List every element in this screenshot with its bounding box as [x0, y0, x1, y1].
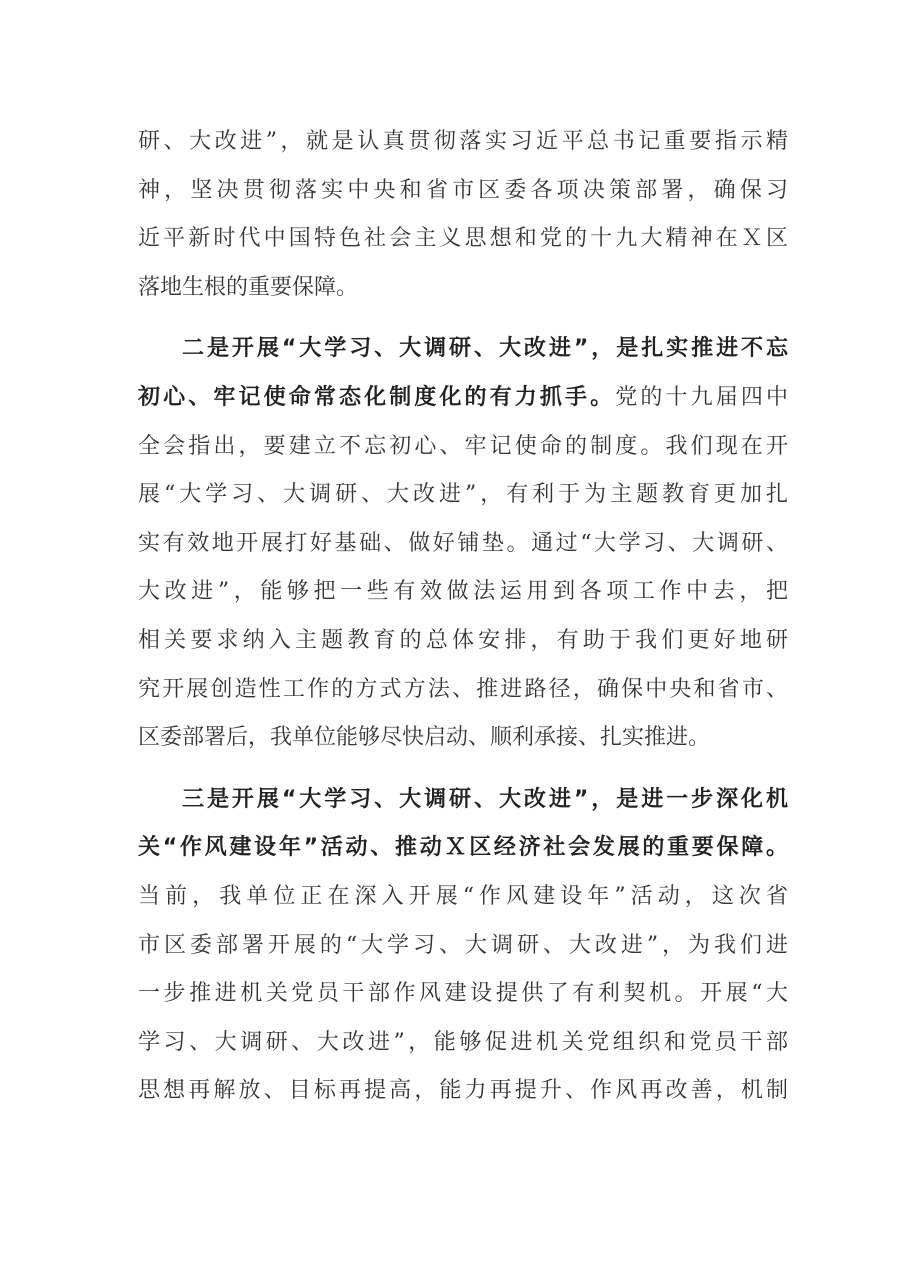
- text-line: [138, 374, 788, 423]
- paragraph-heading-end: 初心、牢记使命常态化制度化的有力抓手。: [138, 384, 616, 410]
- paragraph-2: [138, 325, 788, 762]
- text-line: 大改进”，能够把一些有效做法运用到各项工作中去，把: [138, 579, 788, 605]
- text-line: 相关要求纳入主题教育的总体安排，有助于我们更好地研: [138, 627, 788, 653]
- document-body: [138, 118, 788, 1116]
- text-line: 近平新时代中国特色社会主义思想和党的十九大精神在Ｘ区: [138, 226, 788, 252]
- text-line: 神，坚决贯彻落实中央和省市区委各项决策部署，确保习: [138, 177, 788, 203]
- text-line: 学习、大调研、大改进”，能够促进机关党组织和党员干部: [138, 1029, 788, 1055]
- text-segment: 党的十九届四中: [615, 384, 788, 410]
- paragraph-heading-end: 关“作风建设年”活动、推动Ｘ区经济社会发展的重要保障。: [138, 835, 788, 861]
- paragraph-1: [138, 118, 788, 312]
- paragraph-heading: 三是开展“大学习、大调研、大改进”，是进一步深化机: [182, 786, 788, 812]
- paragraph-spacer: [138, 763, 788, 776]
- text-line: 落地生根的重要保障。: [138, 274, 359, 300]
- paragraph-3: [138, 776, 788, 1116]
- paragraph-heading: 二是开展“大学习、大调研、大改进”，是扎实推进不忘: [182, 336, 788, 362]
- text-line: 区委部署后，我单位能够尽快启动、顺利承接、扎实推进。: [138, 725, 711, 751]
- text-line: 展“大学习、大调研、大改进”，有利于为主题教育更加扎: [138, 482, 788, 508]
- text-line: 研、大改进”，就是认真贯彻落实习近平总书记重要指示精: [138, 129, 788, 154]
- text-line: 全会指出，要建立不忘初心、牢记使命的制度。我们现在开: [138, 433, 788, 459]
- text-line: 究开展创造性工作的方式方法、推进路径，确保中央和省市、: [138, 676, 788, 702]
- text-line: 市区委部署开展的“大学习、大调研、大改进”，为我们进: [138, 932, 788, 958]
- paragraph-spacer: [138, 312, 788, 325]
- text-line: 思想再解放、目标再提高，能力再提升、作风再改善，机制: [138, 1078, 788, 1104]
- text-line: 当前，我单位正在深入开展“作风建设年”活动，这次省: [138, 883, 788, 909]
- text-line: 实有效地开展打好基础、做好铺垫。通过“大学习、大调研、: [138, 530, 788, 556]
- text-line: 一步推进机关党员干部作风建设提供了有利契机。开展“大: [138, 981, 788, 1007]
